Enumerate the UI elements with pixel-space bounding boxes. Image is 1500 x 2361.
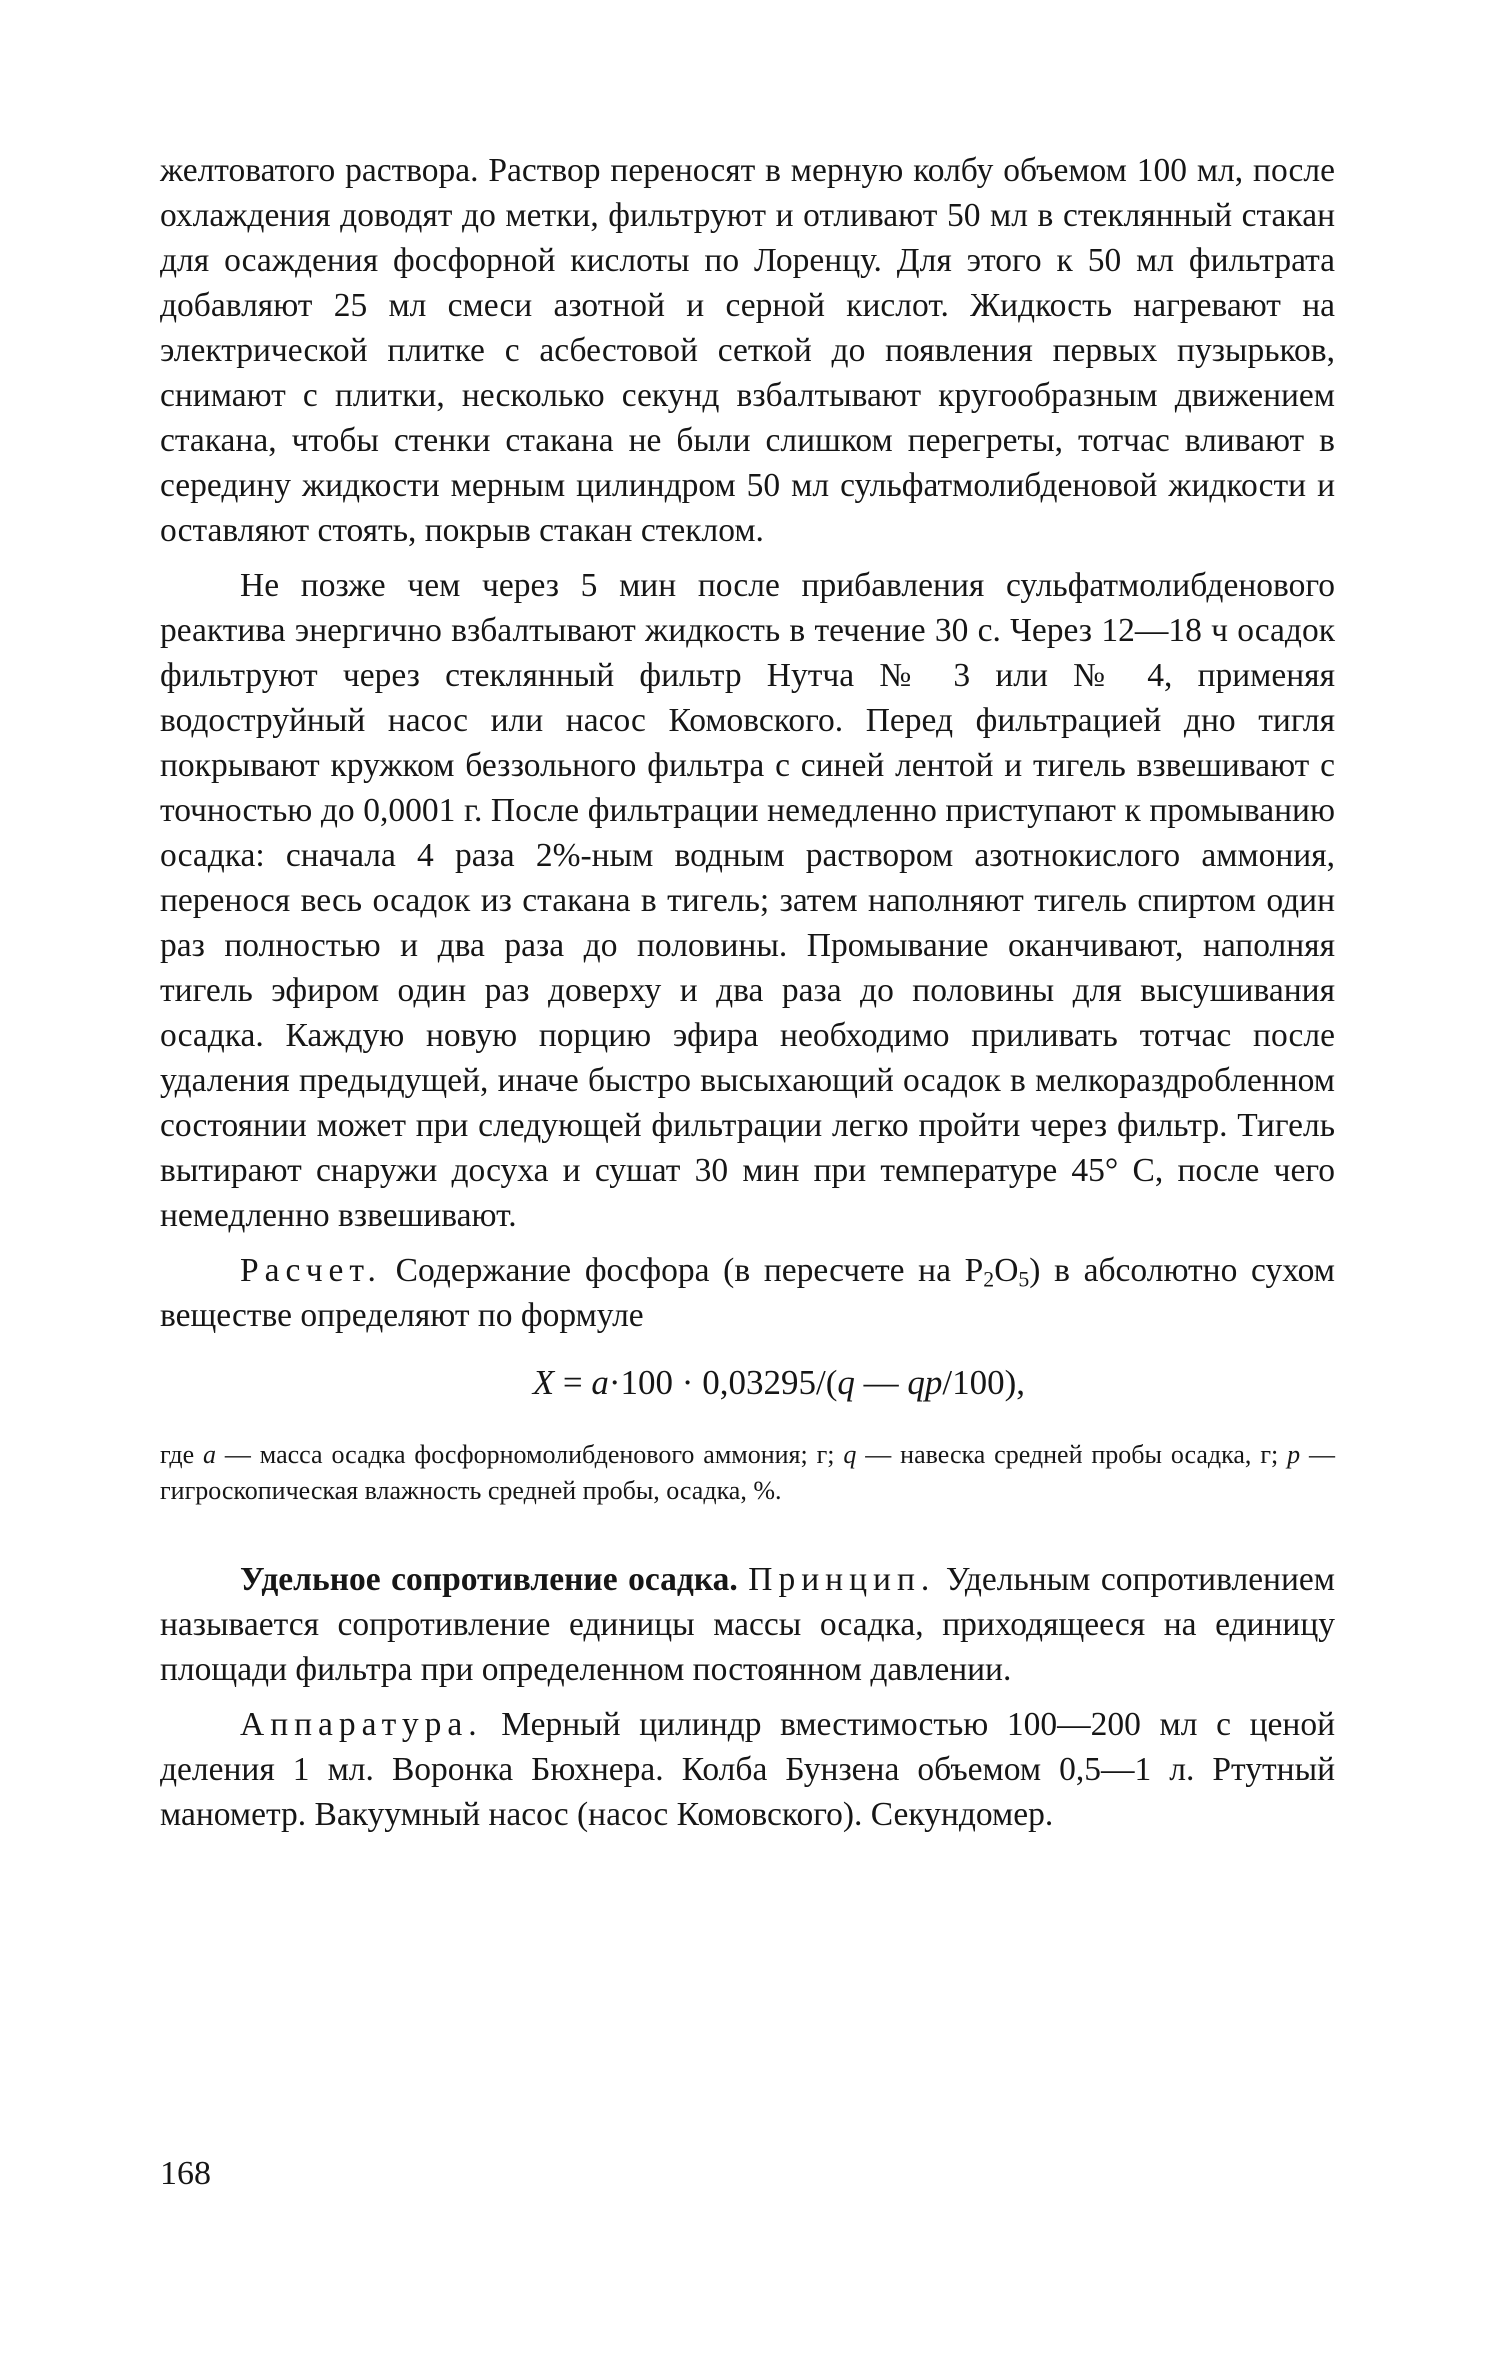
paragraph-apparatus [160,1702,1335,1837]
formula-note [160,1437,1335,1509]
formula-qp: qp [907,1363,943,1402]
resistance-heading: Удельное сопротивление осадка. [240,1561,738,1598]
note-prefix: где [160,1440,204,1469]
paragraph-2: Не позже чем через 5 мин после прибавления сульфатмолибденового реактива энергично взбалтывают жидкость в течение 30 с. Через 12—18 ч осадок фильтруют через стеклянный фильтр Нутча № 3 или № 4, применяя водоструйный насос или насос Комовского. Перед фильтрацией дно тигля покрывают кружком беззольного фильтра с синей лентой и тигель взвешивают с точностью до 0,0001 г. После фильтрации немедленно приступают к промыванию осадка: сначала 4 раза 2%-ным водным раствором азотнокислого аммония, перенося весь осадок из стакана в тигель; затем наполняют тигель спиртом один раз полностью и два раза до половины. Промывание оканчивают, наполняя тигель эфиром один раз доверху и два раза до половины для высушивания осадка. Каждую новую порцию эфира необходимо приливать тотчас после удаления предыдущей, иначе быстро высыхающий осадок в мелкораздробленном состоянии может при следующей фильтрации легко пройти через фильтр. Тигель вытирают снаружи досуха и сушат 30 мин при температуре 45° С, после чего немедленно взвешивают. [160,567,1335,1234]
formula-minus: — [854,1363,908,1402]
note-a-text: — масса осадка фосфорномолибденового аммония; г; [216,1440,844,1469]
calculation-text-b: O [994,1252,1019,1289]
formula-part2: /100), [942,1363,1025,1402]
paragraph-resistance [160,1557,1335,1692]
formula-eq: = [554,1363,592,1402]
note-var-p: p [1287,1440,1301,1469]
calculation-heading: Расчет. [240,1252,382,1289]
apparatus-heading: Аппаратура. [240,1706,483,1743]
note-var-a: a [203,1440,217,1469]
calculation-text-a: Содержание фосфора (в пересчете на P [381,1252,984,1289]
note-p-text: — гигроскопическая влажность средней пробы, осадка, %. [160,1440,1335,1505]
paragraph-calculation [160,1248,1335,1338]
apparatus-text: Мерный цилиндр вместимостью 100—200 мл с ценой деления 1 мл. Воронка Бюхнера. Колба Бунзена объемом 0,5—1 л. Ртутный манометр. Вакуумный насос (насос Комовского). Секундомер. [160,1706,1335,1833]
page-body [160,148,1335,1847]
formula-a: a [591,1363,609,1402]
paragraph-1: желтоватого раствора. Раствор переносят в мерную колбу объемом 100 мл, после охлаждения доводят до метки, фильтруют и отливают 50 мл в стеклянный стакан для осаждения фосфорной кислоты по Лоренцу. Для этого к 50 мл фильтрата добавляют 25 мл смеси азотной и серной кислот. Жидкость нагревают на электрической плитке с асбестовой сеткой до появления первых пузырьков, снимают с плитки, несколько секунд взбалтывают кругообразным движением стакана, чтобы стенки стакана не были слишком перегреты, тотчас вливают в середину жидкости мерным цилиндром 50 мл сульфатмолибденовой жидкости и оставляют стоять, покрыв стакан стеклом. [160,152,1335,549]
formula-x: X [532,1363,555,1402]
resistance-text: Удельным сопротивлением называется сопротивление единицы массы осадка, приходящееся на единицу площади фильтра при определенном постоянном давлении. [160,1561,1335,1688]
formula-part1: ·100 · 0,03295/( [608,1363,838,1402]
note-q-text: — навеска средней пробы осадка, г; [856,1440,1288,1469]
principle-heading: Принцип. [748,1561,936,1598]
formula [160,1360,1335,1405]
calculation-text-c: ) в абсолютно сухом веществе определяют по формуле [160,1252,1335,1334]
subscript-2: 2 [983,1267,995,1292]
page-number: 168 [160,2155,211,2192]
subscript-5: 5 [1018,1267,1030,1292]
note-var-q: q [843,1440,857,1469]
formula-q: q [837,1363,855,1402]
